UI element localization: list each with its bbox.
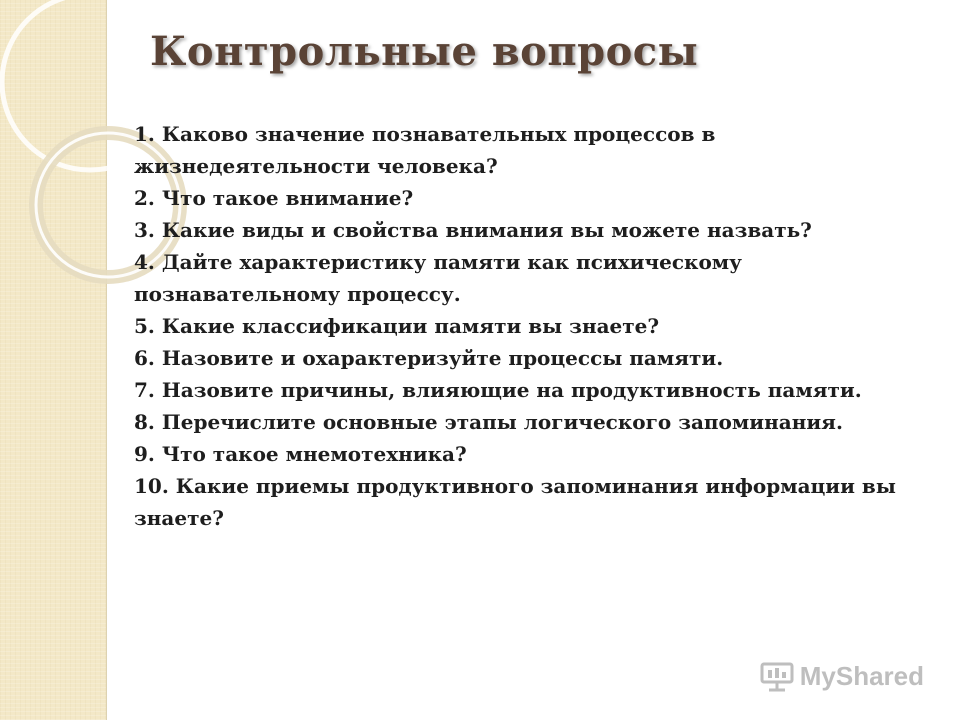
watermark-text: MyShared	[799, 661, 924, 691]
question-item: 4. Дайте характеристику памяти как психическому познавательному процессу.	[134, 250, 742, 306]
question-item: 9. Что такое мнемотехника?	[134, 442, 467, 466]
question-item: 1. Каково значение познавательных процессов в жизнедеятельности человека?	[134, 122, 716, 178]
question-item: 2. Что такое внимание?	[134, 186, 414, 210]
question-item: 8. Перечислите основные этапы логического запоминания.	[134, 410, 843, 434]
question-item: 3. Какие виды и свойства внимания вы можете назвать?	[134, 218, 812, 242]
question-item: 7. Назовите причины, влияющие на продуктивность памяти.	[134, 378, 862, 402]
watermark	[760, 661, 924, 692]
slide-title: Контрольные вопросы	[150, 28, 699, 75]
question-item: 5. Какие классификации памяти вы знаете?	[134, 314, 660, 338]
presentation-screen-icon	[760, 662, 794, 692]
questions-list	[134, 118, 914, 534]
question-item: 6. Назовите и охарактеризуйте процессы памяти.	[134, 346, 724, 370]
question-item: 10. Какие приемы продуктивного запоминания информации вы знаете?	[134, 474, 896, 530]
